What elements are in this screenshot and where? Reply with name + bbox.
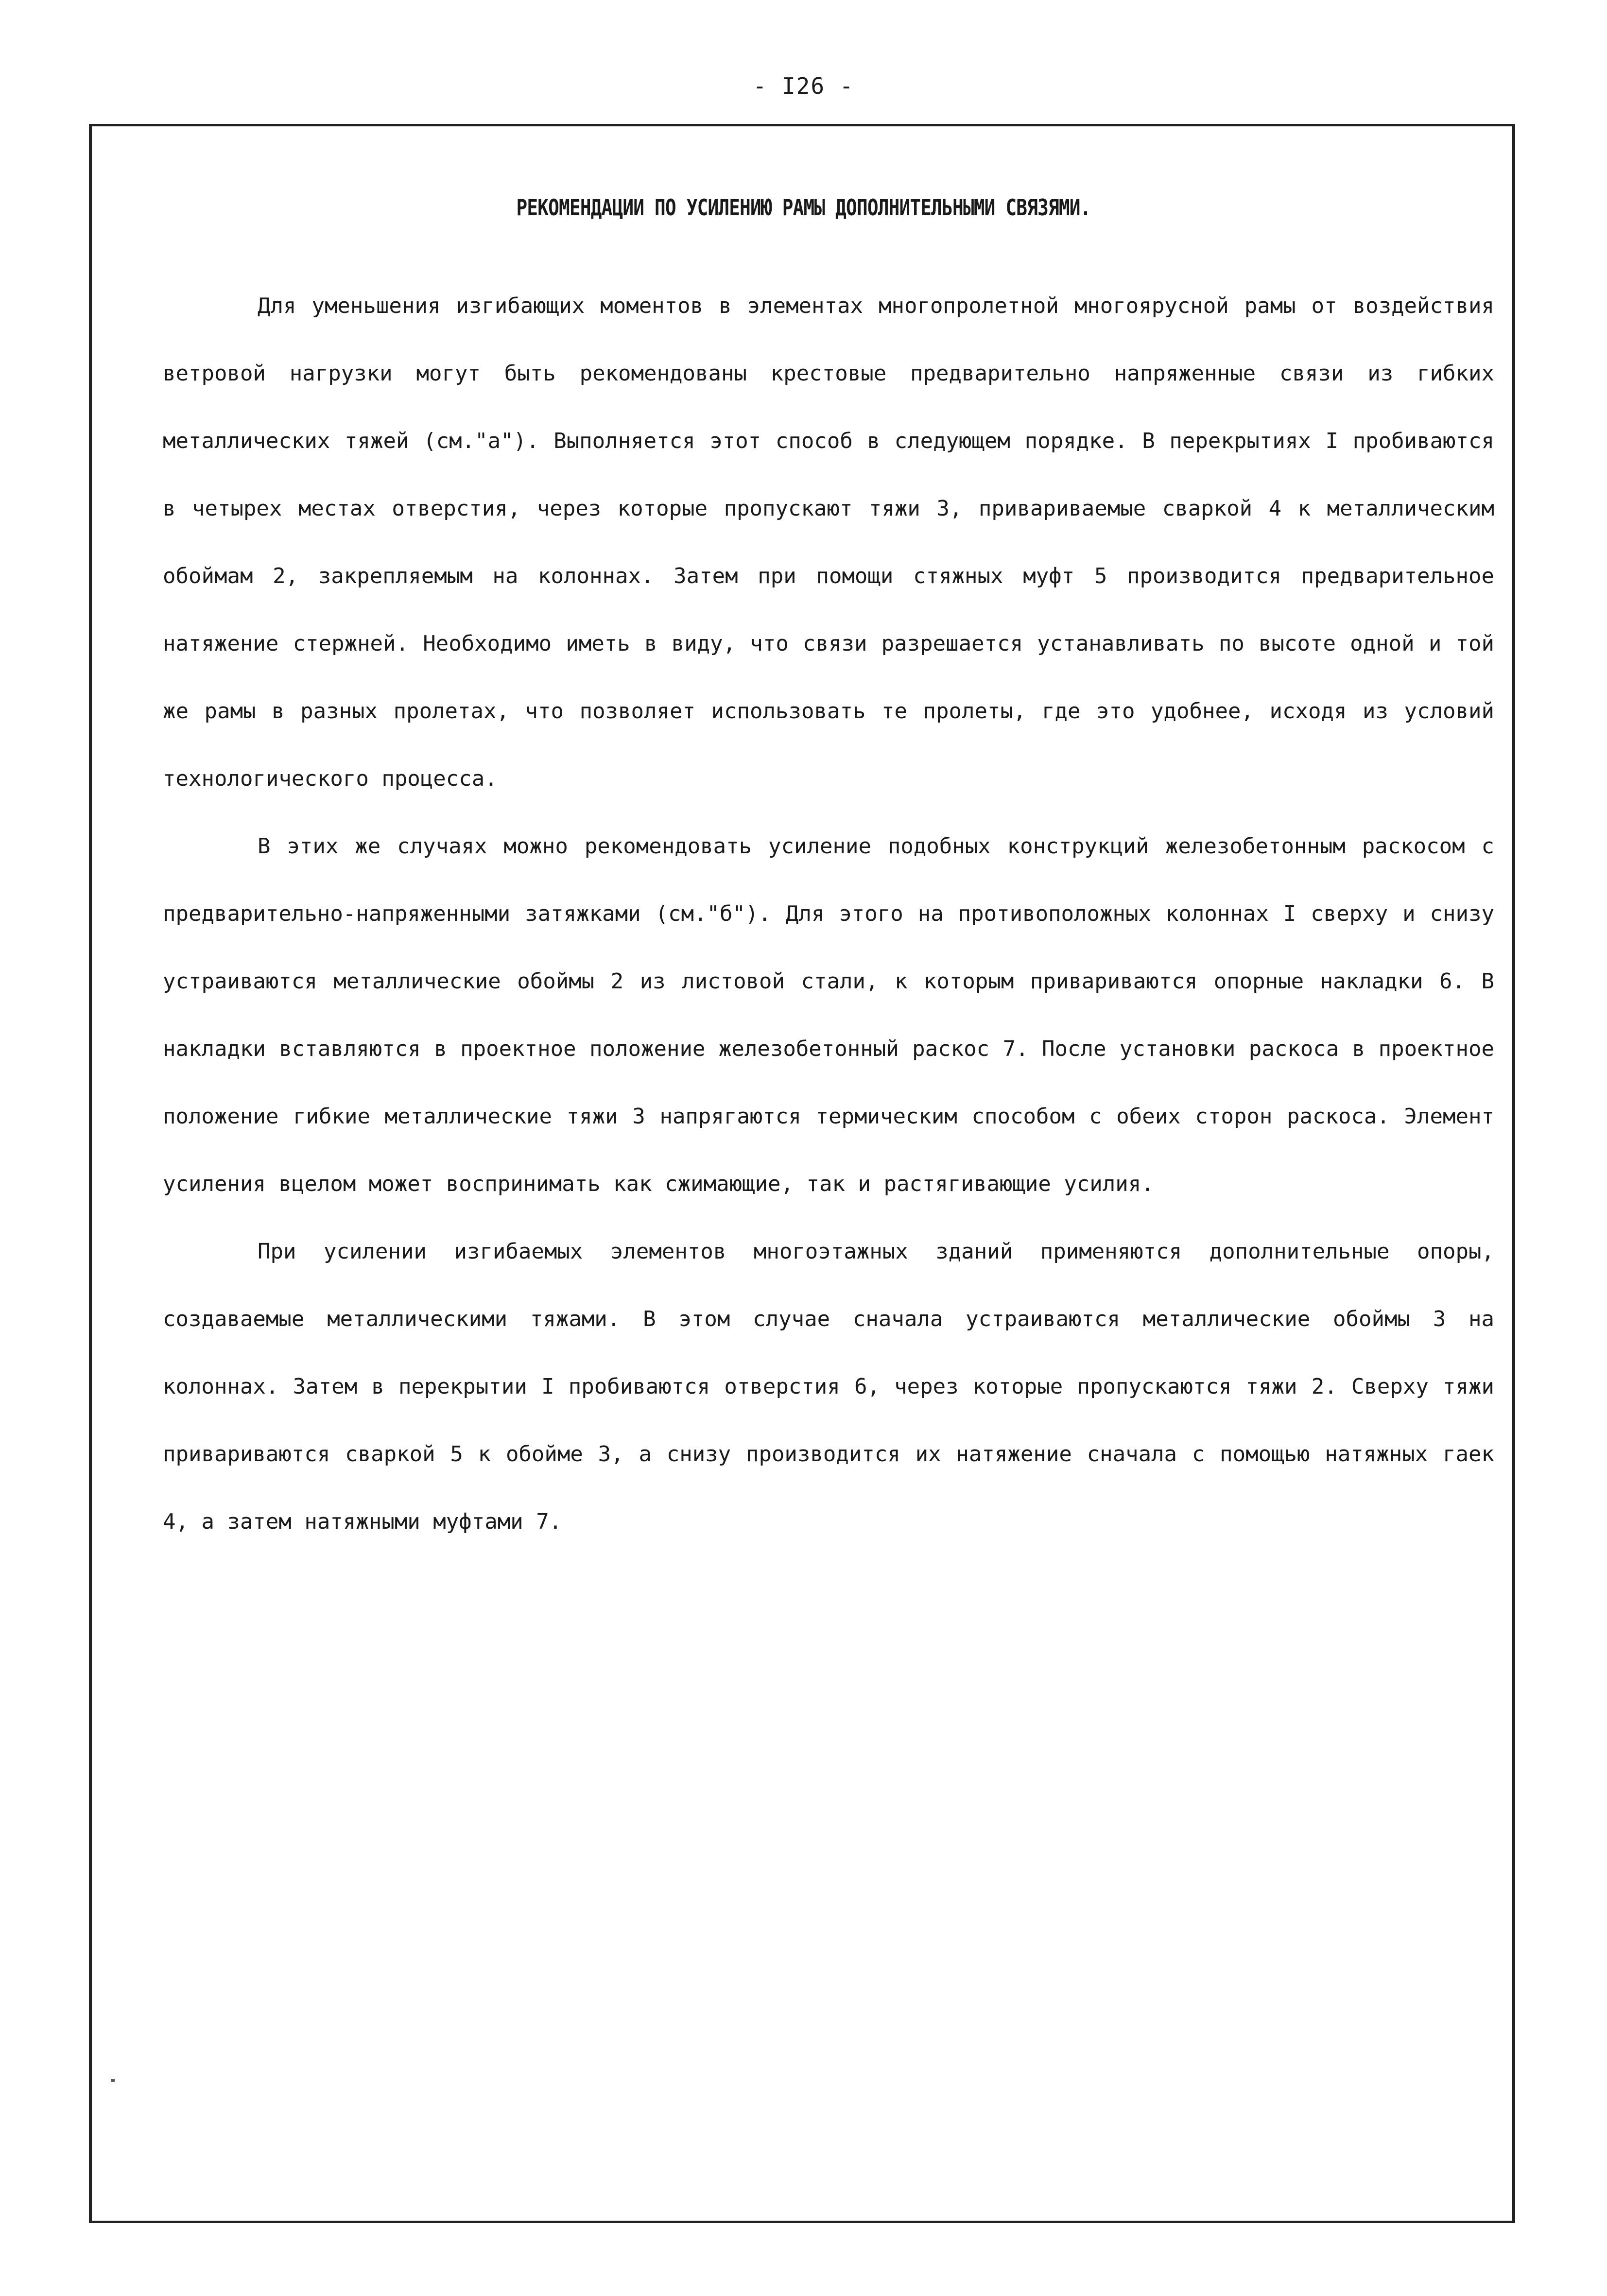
- paragraph-2: В этих же случаях можно рекомендовать усиление подобных конструкций железобетонным раскосом с предварительно-напряженными затяжками (см."б"). Для этого на противоположных колоннах I сверху и снизу устраиваются металлические обоймы 2 из листовой стали, к которым привариваются опорные накладки 6. В накладки вставляются в проектное положение железобетонный раскос 7. После установки раскоса в проектное положение гибкие металлические тяжи 3 напрягаются термическим способом с обеих сторон раскоса. Элемент усиления вцелом может воспринимать как сжимающие, так и растягивающие усилия.: [163, 834, 1494, 1196]
- page-number: - I26 -: [753, 73, 854, 99]
- paragraph-1: Для уменьшения изгибающих моментов в элементах многопролетной многоярусной рамы от воздействия ветровой нагрузки могут быть рекомендованы крестовые предварительно напряженные связи из гибких металлических тяжей (см."а"). Выполняется этот способ в следующем порядке. В перекрытиях I пробиваются в четырех местах отверстия, через которые пропускают тяжи 3, привариваемые сваркой 4 к металлическим обоймам 2, закрепляемым на колоннах. Затем при помощи стяжных муфт 5 производится предварительное натяжение стержней. Необходимо иметь в виду, что связи разрешается устанавливать по высоте одной и той же рамы в разных пролетах, что позволяет использовать те пролеты, где это удобнее, исходя из условий технологического процесса.: [163, 293, 1494, 791]
- scan-speck: [111, 2079, 115, 2082]
- paragraph-3: При усилении изгибаемых элементов многоэтажных зданий применяются дополнительные опоры, создаваемые металлическими тяжами. В этом случае сначала устраиваются металлические обоймы 3 на колоннах. Затем в перекрытии I пробиваются отверстия 6, через которые пропускаются тяжи 2. Сверху тяжи привариваются сваркой 5 к обойме 3, а снизу производится их натяжение сначала с помощью натяжных гаек 4, а затем натяжными муфтами 7.: [163, 1239, 1494, 1534]
- document-title: РЕКОМЕНДАЦИИ ПО УСИЛЕНИЮ РАМЫ ДОПОЛНИТЕЛЬНЫМИ СВЯЗЯМИ.: [516, 194, 1091, 221]
- document-body: [163, 272, 1494, 1555]
